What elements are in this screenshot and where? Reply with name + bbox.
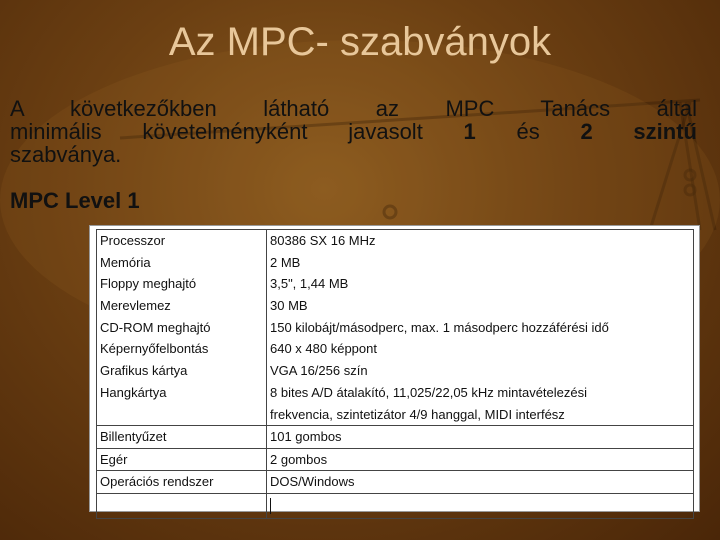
spec-key: Képernyőfelbontás	[100, 341, 209, 357]
spec-value: 8 bites A/D átalakító, 11,025/22,05 kHz mintavételezési	[270, 384, 587, 400]
intro-line-1: A következőkben látható az MPC Tanács által	[10, 96, 697, 121]
spec-table	[96, 229, 694, 519]
spec-values-cell	[267, 230, 694, 426]
table-row	[97, 426, 694, 449]
intro-line-3: szabványa.	[10, 142, 122, 167]
spec-key: Processzor	[100, 233, 166, 248]
spec-key: Hangkártya	[100, 384, 167, 400]
intro-line-2-text: minimális követelményként javasolt	[10, 119, 464, 144]
spec-value: 101 gombos	[267, 426, 694, 449]
intro-level-2-bold: 2 szintű	[580, 119, 697, 144]
intro-level-1-bold: 1	[463, 119, 476, 144]
spec-key	[100, 404, 263, 426]
table-row-empty	[97, 493, 694, 518]
spec-value: 2 MB	[270, 254, 301, 270]
spec-value: frekvencia, szintetizátor 4/9 hanggal, MIDI interfész	[270, 406, 565, 422]
intro-and-text: és	[475, 119, 581, 144]
spec-value: DOS/Windows	[267, 471, 694, 494]
spec-key: Grafikus kártya	[100, 363, 188, 379]
spec-value: 2 gombos	[267, 448, 694, 471]
spec-table-panel	[89, 225, 700, 512]
spec-value: 150 kilobájt/másodperc, max. 1 másodperc hozzáférési idő	[270, 319, 609, 335]
spec-key: Memória	[100, 254, 151, 270]
spec-value: VGA 16/256 szín	[270, 363, 368, 379]
text-cursor	[270, 498, 271, 514]
table-row	[97, 471, 694, 494]
level-heading: MPC Level 1	[10, 188, 140, 213]
spec-value: 3,5", 1,44 MB	[270, 276, 349, 292]
empty-value-cell[interactable]	[267, 493, 694, 518]
table-row	[97, 230, 694, 426]
spec-key: CD-ROM meghajtó	[100, 319, 211, 335]
slide-title: Az MPC- szabványok	[168, 20, 552, 64]
spec-key: Operációs rendszer	[97, 471, 267, 494]
spec-key: Merevlemez	[100, 298, 171, 314]
intro-paragraph	[10, 97, 697, 166]
spec-key: Egér	[97, 448, 267, 471]
spec-key: Billentyűzet	[97, 426, 267, 449]
spec-value: 80386 SX 16 MHz	[270, 233, 376, 248]
spec-value: 30 MB	[270, 298, 308, 314]
spec-key: Floppy meghajtó	[100, 276, 197, 292]
spec-keys-cell	[97, 230, 267, 426]
spec-value: 640 x 480 képpont	[270, 341, 377, 357]
intro-line-2	[10, 120, 697, 143]
empty-key-cell	[97, 493, 267, 518]
table-row	[97, 448, 694, 471]
